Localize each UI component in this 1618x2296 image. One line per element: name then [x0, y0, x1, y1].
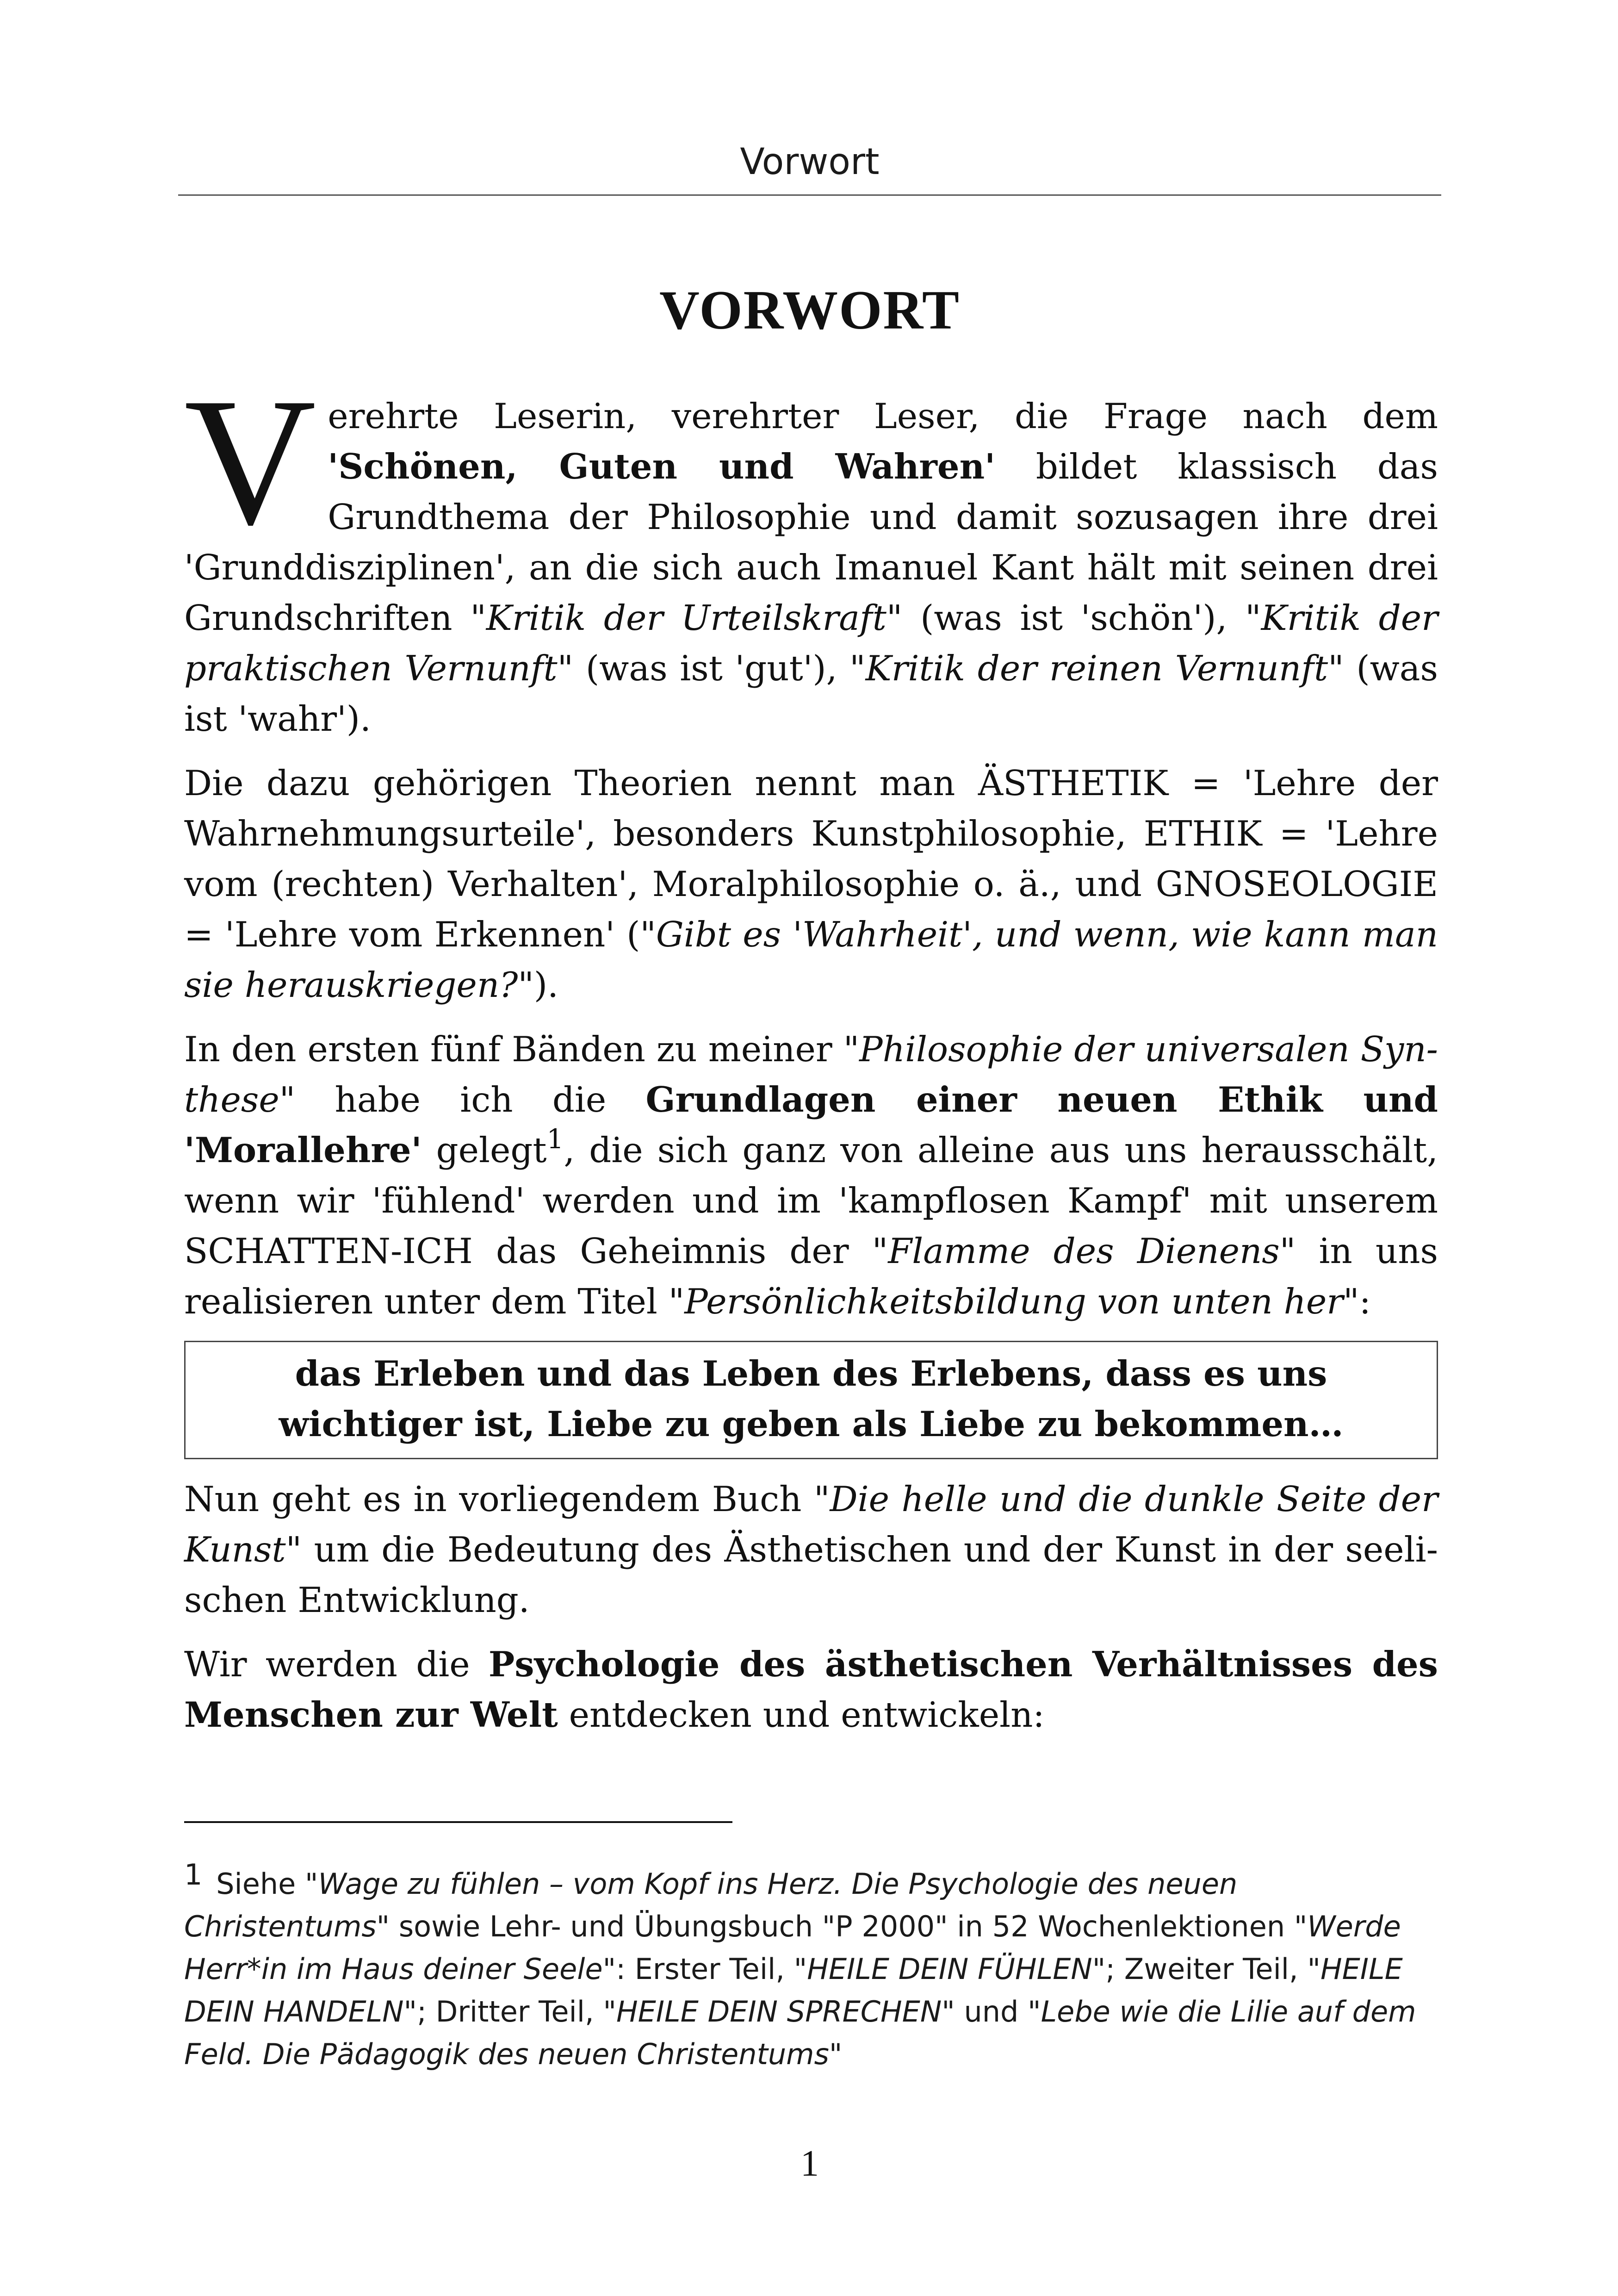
text-run: (was ist 'gut'),	[573, 648, 850, 689]
text-run: In den ersten fünf Bänden zu meiner	[184, 1029, 843, 1070]
bold-run: 'Schönen, Guten und Wahren'	[328, 446, 996, 487]
footnote-rule	[184, 1821, 732, 1823]
text-run: Nun geht es in vorliegendem Buch	[184, 1479, 814, 1519]
text-run: gelegt	[422, 1130, 547, 1170]
text-run: (was ist 'schön'),	[902, 597, 1246, 638]
italic-run: "Kritik der Urteilskraft"	[470, 597, 903, 638]
italic-run: "HEILE DEIN HANDELN"	[184, 1952, 1403, 2028]
footnote	[184, 1858, 1438, 2076]
text-run: sowie Lehr- und Übungsbuch "P 2000" in 52 Wochenlektionen	[390, 1910, 1294, 1943]
italic-run: "Flamme des Dienens"	[872, 1231, 1296, 1271]
italic-run: "Kritik der reinen Vernunft"	[849, 648, 1344, 689]
text-run: ).	[533, 964, 558, 1005]
drop-cap: V	[184, 361, 316, 563]
page-number: 1	[800, 2143, 819, 2184]
text-run: bildet klassisch das Grundthema der Philosophie und damit sozusagen ihre drei 'Grunddisziplinen', an die sich auch Imanuel Kant hält mit seinen drei Grundschriften	[184, 446, 1438, 638]
page-title: VORWORT	[659, 279, 960, 341]
callout-box: das Erleben und das Leben des Erlebens, dass es uns wichtiger ist, Liebe zu geben als Liebe zu bekommen…	[184, 1341, 1438, 1459]
italic-run: "Die helle und die dunkle Seite der Kunst"	[184, 1479, 1438, 1570]
italic-run: "Persönlichkeitsbildung von unten her"	[668, 1281, 1359, 1322]
text-run: ; Dritter Teil,	[417, 1995, 603, 2028]
text-run: erehrte Leserin, verehrter Leser, die Frage nach dem	[328, 396, 1438, 436]
text-run: entdecken und entwickeln:	[558, 1694, 1045, 1735]
bold-run: Psychologie des ästhetischen Verhältnisses des Menschen zur Welt	[184, 1644, 1438, 1735]
italic-run: "Kritik der praktischen Vernunft"	[184, 597, 1438, 689]
italic-run: "Lebe wie die Lilie auf dem Feld. Die Pädagogik des neuen Christentums"	[184, 1995, 1416, 2071]
body-text	[184, 361, 1438, 1754]
paragraph-theories	[184, 758, 1438, 1010]
italic-run: "Gibt es 'Wahrheit', und wenn, wie kann man sie herauskriegen?"	[184, 914, 1438, 1005]
paragraph-intro	[184, 361, 1438, 744]
text-run: : Erster Teil,	[616, 1952, 794, 1986]
paragraph-book	[184, 1474, 1438, 1625]
bold-run: Grundlagen einer neuen Ethik und 'Morallehre'	[184, 1079, 1438, 1170]
running-header: Vorwort	[740, 141, 880, 183]
text-run: , die sich ganz von alleine aus uns herausschält, wenn wir 'fühlend' werden und im 'kampflosen Kampf' mit unserem SCHATTEN-ICH das Geheimnis der	[184, 1130, 1438, 1271]
text-run: Siehe	[207, 1867, 305, 1901]
text-run: (was ist 'wahr').	[184, 648, 1438, 739]
paragraph-psychology	[184, 1639, 1438, 1740]
italic-run: "HEILE DEIN FÜHLEN"	[794, 1952, 1106, 1986]
text-run: Die dazu gehörigen Theorien nennt man ÄSTHETIK = 'Lehre der Wahrnehmungsurteile', besonders Kunstphilosophie, ETHIK = 'Lehre vom (rechten) Verhalten', Moralphilosophie o. ä., und GNOSEOLOGIE = 'Lehre vom Erkennen' (	[184, 763, 1438, 955]
text-run: habe ich die	[295, 1079, 646, 1120]
italic-run: "Werde Herr*in im Haus deiner Seele"	[184, 1910, 1401, 1986]
italic-run: "Wage zu fühlen – vom Kopf ins Herz. Die Psychologie des neuen Christentums"	[184, 1867, 1238, 1943]
footnote-number: 1	[184, 1858, 203, 1892]
paragraph-ethics	[184, 1024, 1438, 1327]
text-run: um die Bedeutung des Ästhetischen und der Kunst in der seelischen Entwicklung.	[184, 1529, 1438, 1620]
italic-run: "Philosophie der universalen Synthese"	[184, 1029, 1438, 1120]
header-rule	[178, 194, 1441, 196]
text-run: in uns realisieren unter dem Titel	[184, 1231, 1438, 1322]
text-run: Wir werden die	[184, 1644, 489, 1685]
footnote-reference[interactable]: 1	[546, 1123, 564, 1155]
text-run: ; Zweiter Teil,	[1105, 1952, 1308, 1986]
text-run: und	[955, 1995, 1028, 2028]
text-run: :	[1359, 1281, 1371, 1322]
italic-run: "HEILE DEIN SPRECHEN"	[603, 1995, 955, 2028]
